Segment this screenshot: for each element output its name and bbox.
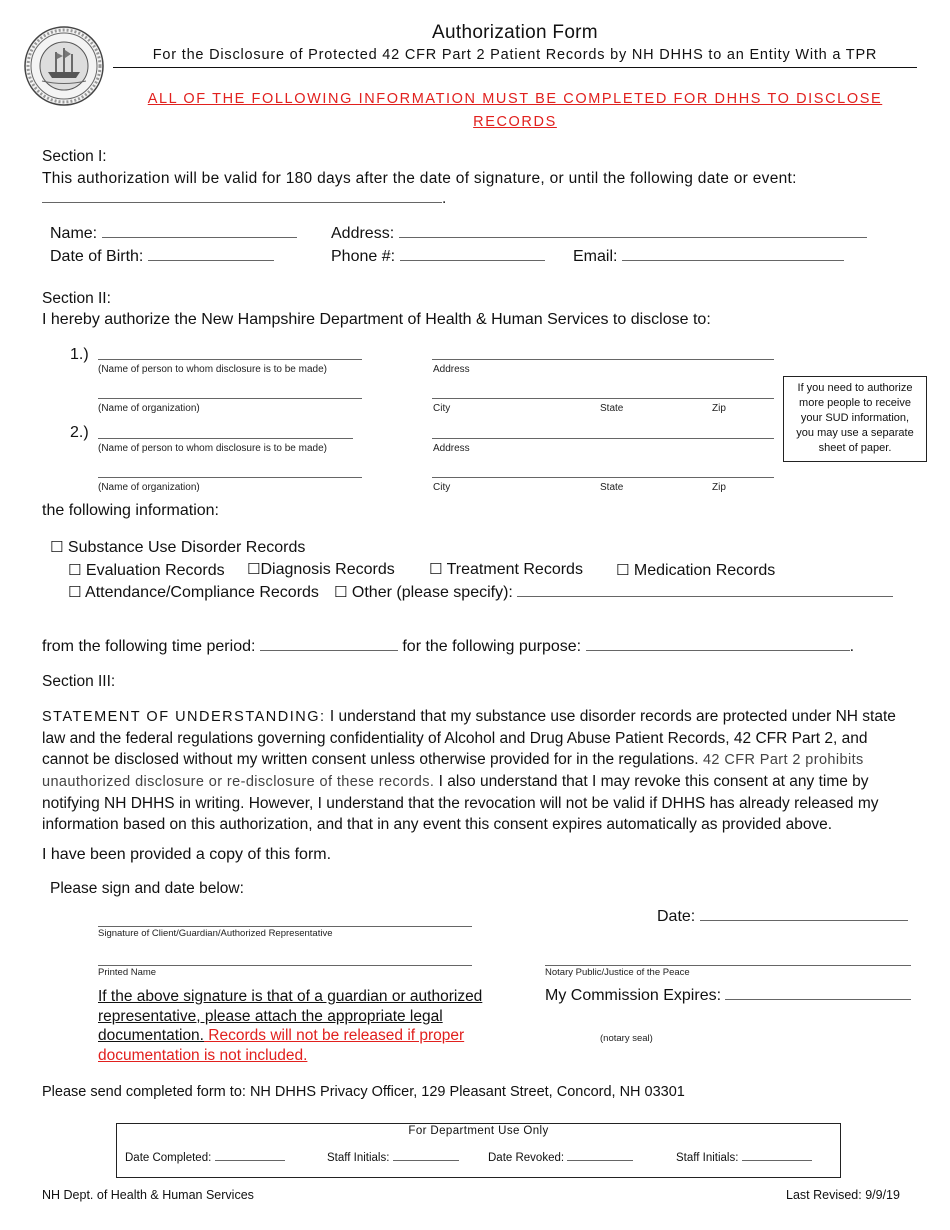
validity-date-row: . (42, 190, 446, 208)
additional-recipients-note: If you need to authorize more people to receive your SUD information, you may use a separate sheet of paper. (783, 376, 927, 462)
footer-department: NH Dept. of Health & Human Services (42, 1188, 254, 1202)
validity-statement: This authorization will be valid for 180 days after the date of signature, or until the following date or event: (42, 170, 797, 187)
printed-name-caption: Printed Name (98, 967, 157, 978)
date-label: Date: (657, 908, 696, 925)
recipient-2-person-field[interactable] (98, 426, 353, 439)
address-field[interactable] (399, 225, 867, 238)
notary-seal-caption: (notary seal) (600, 1033, 653, 1044)
checkbox-diagnosis-records[interactable]: ☐Diagnosis Records (247, 561, 395, 578)
statement-title: STATEMENT OF UNDERSTANDING: (42, 709, 326, 725)
notary-caption: Notary Public/Justice of the Peace (545, 967, 690, 978)
following-info-label: the following information: (42, 502, 219, 519)
name-label: Name: (50, 225, 98, 242)
header-rule (113, 67, 917, 68)
copy-provided-text: I have been provided a copy of this form. (42, 846, 332, 863)
recipient-2-address-caption: Address (433, 443, 470, 454)
staff-initials-2-field[interactable] (742, 1151, 812, 1161)
recipient-1-person-caption: (Name of person to whom disclosure is to be made) (98, 364, 327, 375)
checkbox-treatment-records[interactable]: ☐ Treatment Records (429, 561, 583, 578)
department-use-box (116, 1123, 841, 1178)
validity-date-field[interactable] (42, 190, 442, 203)
recipient-1-org-caption: (Name of organization) (98, 403, 200, 414)
recipient-2-city-state-zip-field[interactable] (432, 465, 774, 478)
checkbox-medication-records[interactable]: ☐ Medication Records (616, 562, 776, 579)
checkbox-icon[interactable]: ☐ (616, 562, 630, 579)
checkbox-icon[interactable]: ☐ (68, 584, 82, 601)
checkbox-icon[interactable]: ☐ (50, 539, 64, 556)
dob-row (50, 248, 274, 266)
recipient-2-person-caption: (Name of person to whom disclosure is to be made) (98, 443, 327, 454)
time-period-label: from the following time period: (42, 638, 256, 655)
section3-heading: Section III: (42, 673, 116, 690)
checkbox-icon[interactable]: ☐ (429, 561, 443, 578)
purpose-field[interactable] (586, 638, 850, 651)
address-label: Address: (331, 225, 395, 242)
recipient-2-city-caption: City (433, 482, 451, 493)
name-field[interactable] (102, 225, 297, 238)
dob-label: Date of Birth: (50, 248, 144, 265)
commission-expires-field[interactable] (725, 987, 911, 1000)
checkbox-sud-records[interactable]: ☐ Substance Use Disorder Records (50, 539, 306, 556)
recipient-1-person-field[interactable] (98, 347, 362, 360)
recipient-1-city-caption: City (433, 403, 451, 414)
staff-initials-1-row: Staff Initials: (327, 1151, 459, 1164)
recipient-2-state-caption: State (600, 482, 624, 493)
completion-warning-line2: RECORDS (473, 114, 557, 130)
date-revoked-field[interactable] (567, 1151, 633, 1161)
email-field[interactable] (622, 248, 844, 261)
checkbox-attendance-records[interactable]: ☐ Attendance/Compliance Records (68, 584, 319, 601)
commission-row (545, 987, 911, 1005)
sign-prompt: Please sign and date below: (50, 880, 244, 897)
checkbox-icon[interactable]: ☐ (334, 584, 348, 601)
staff-initials-2-row: Staff Initials: (676, 1151, 812, 1164)
recipient-2-address-field[interactable] (432, 426, 774, 439)
nh-state-seal-icon (24, 26, 104, 106)
printed-name-field[interactable] (98, 953, 472, 966)
guardian-documentation-note: If the above signature is that of a guardian or authorized representative, please attach the appropriate legal documentation. Records will not be released if proper documentation is not included. (98, 988, 483, 1064)
recipient-1-city-state-zip-field[interactable] (432, 386, 774, 399)
time-period-field[interactable] (260, 638, 398, 651)
phone-label: Phone #: (331, 248, 396, 265)
checkbox-other-records[interactable]: ☐ Other (please specify): (334, 583, 893, 602)
recipient-1-org-field[interactable] (98, 386, 362, 399)
other-specify-field[interactable] (517, 584, 893, 597)
recipient-1-address-field[interactable] (432, 347, 774, 360)
recipient-2-org-caption: (Name of organization) (98, 482, 200, 493)
dob-field[interactable] (148, 248, 274, 261)
send-to-line: Please send completed form to: NH DHHS Privacy Officer, 129 Pleasant Street, Concord, NH 03301 (42, 1084, 685, 1100)
commission-label: My Commission Expires: (545, 987, 722, 1004)
footer-revision-date: Last Revised: 9/9/19 (786, 1188, 900, 1202)
checkbox-evaluation-records[interactable]: ☐ Evaluation Records (68, 562, 225, 579)
email-label: Email: (573, 248, 618, 265)
email-row (573, 248, 844, 266)
section1-heading: Section I: (42, 148, 107, 165)
signature-field[interactable] (98, 914, 472, 927)
date-completed-row: Date Completed: (125, 1151, 285, 1164)
date-completed-field[interactable] (215, 1151, 285, 1161)
completion-warning-line1: ALL OF THE FOLLOWING INFORMATION MUST BE COMPLETED FOR DHHS TO DISCLOSE (147, 91, 883, 107)
recipient-2-zip-caption: Zip (712, 482, 726, 493)
recipient-2-org-field[interactable] (98, 465, 362, 478)
authorize-statement: I hereby authorize the New Hampshire Department of Health & Human Services to disclose to: (42, 311, 711, 328)
time-period-row: from the following time period: for the following purpose: . (42, 638, 855, 655)
signature-date-field[interactable] (700, 908, 908, 921)
date-row (657, 908, 908, 926)
notary-field[interactable] (545, 953, 911, 966)
form-subtitle: For the Disclosure of Protected 42 CFR Part 2 Patient Records by NH DHHS to an Entity With a TPR (152, 47, 878, 63)
department-use-title: For Department Use Only (408, 1125, 549, 1137)
staff-initials-1-field[interactable] (393, 1151, 459, 1161)
section2-heading: Section II: (42, 290, 111, 307)
date-revoked-row: Date Revoked: (488, 1151, 633, 1164)
address-row (331, 225, 867, 243)
recipient-2-number: 2.) (70, 424, 89, 441)
purpose-label: for the following purpose: (402, 638, 582, 655)
statement-of-understanding: STATEMENT OF UNDERSTANDING: I understand that my substance use disorder records are protected under NH state law and the federal regulations governing confidentiality of Alcohol and Drug Abuse Patient Records, 42 CFR Part 2, and cannot be disclosed without my written consent unless otherwise provided for in the regulations. 42 CFR Part 2 prohibits unauthorized disclosure or re-disclosure of these records. I also understand that I may revoke this consent at any time by notifying NH DHHS in writing. However, I understand that the revocation will not be valid if DHHS has already released my information based on this authorization, and that in any event this consent expires automatically as provided above. (42, 708, 896, 833)
name-row (50, 225, 297, 243)
phone-field[interactable] (400, 248, 545, 261)
recipient-1-address-caption: Address (433, 364, 470, 375)
phone-row (331, 248, 545, 266)
recipient-1-number: 1.) (70, 346, 89, 363)
form-title: Authorization Form (432, 22, 598, 43)
signature-caption: Signature of Client/Guardian/Authorized Representative (98, 928, 333, 939)
recipient-1-state-caption: State (600, 403, 624, 414)
checkbox-icon[interactable]: ☐ (247, 561, 261, 578)
recipient-1-zip-caption: Zip (712, 403, 726, 414)
checkbox-icon[interactable]: ☐ (68, 562, 82, 579)
